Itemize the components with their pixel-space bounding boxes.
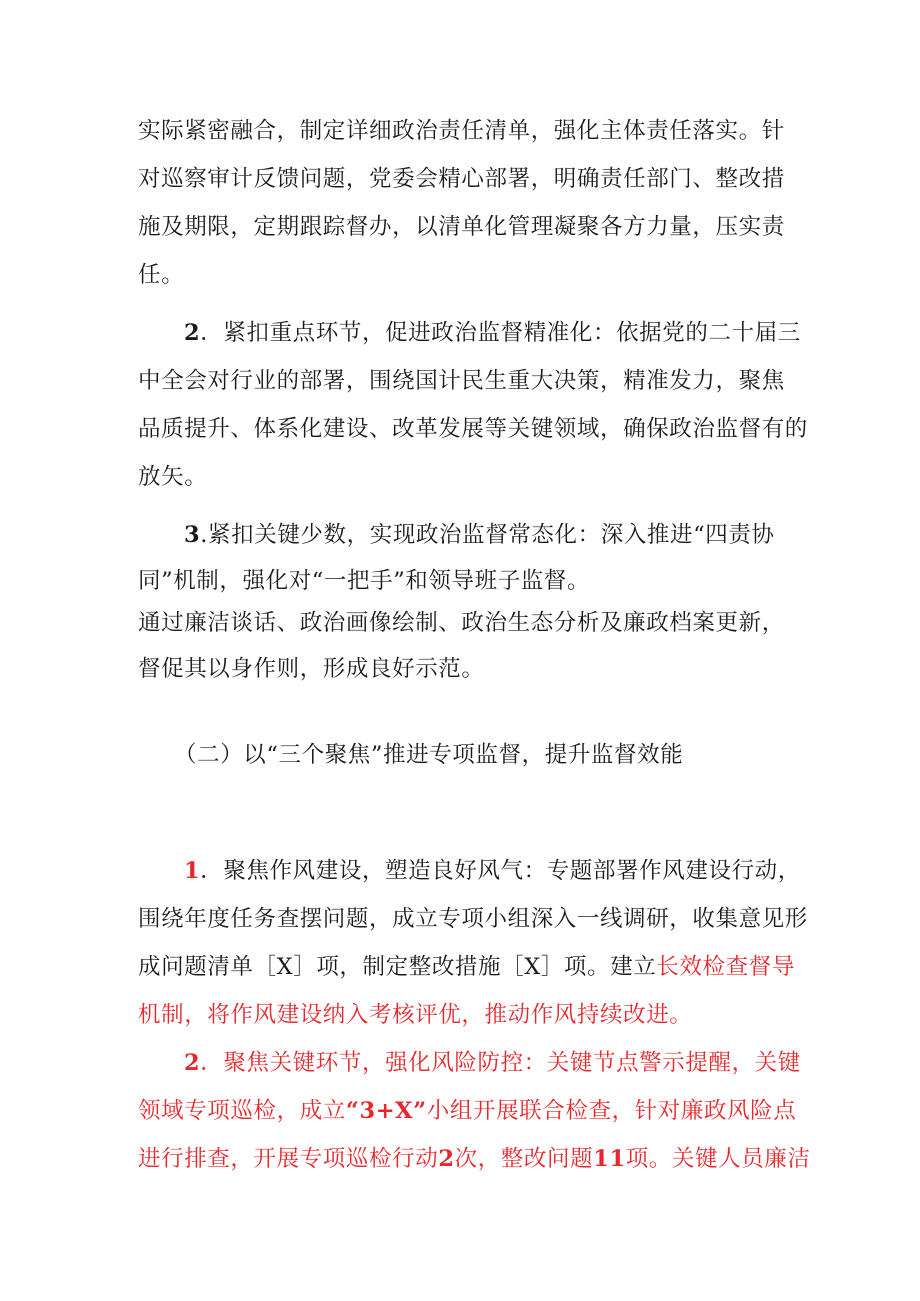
para5-line3-count-actions: 2	[438, 1146, 455, 1172]
para4-line1-text: ．聚焦作风建设，塑造良好风气：专题部署作风建设行动，	[200, 858, 801, 884]
para5-line1-text: ．聚焦关键环节，强化风险防控：关键节点警示提醒，关键	[200, 1050, 801, 1076]
para1-line4: 任。	[138, 262, 185, 288]
para4-line3-highlight: 长效检查督导	[656, 954, 795, 980]
para2-line2: 中全会对行业的部署，围绕国计民生重大决策，精准发力，聚焦	[138, 368, 785, 394]
para5-line3-a: 进行排查，开展专项巡检行动	[138, 1146, 439, 1172]
para2-line4: 放矢。	[138, 464, 208, 490]
section-heading: （二）以“三个聚焦”推进专项监督，提升监督效能	[174, 742, 684, 768]
para5-line3-count-issues: 11	[593, 1146, 626, 1172]
para5-line3	[138, 1144, 811, 1174]
para5-line2-c: 小组开展联合检查，针对廉政风险点	[426, 1098, 797, 1124]
para2-line1-text: ．紧扣重点环节，促进政治监督精准化：依据党的二十届三	[200, 320, 801, 346]
para5-line2-a: 领域专项巡检，成立	[138, 1098, 346, 1124]
para5-line3-e: 项。关键人员廉洁	[625, 1146, 811, 1172]
para2-line1	[184, 318, 801, 348]
para1-line3: 施及期限，定期跟踪督办，以清单化管理凝聚各方力量，压实责	[138, 214, 785, 240]
para4-number: 1	[184, 858, 201, 884]
para2-line3: 品质提升、体系化建设、改革发展等关键领域，确保政治监督有的	[138, 416, 808, 442]
para3-line4: 督促其以身作则，形成良好示范。	[138, 656, 485, 682]
para3-line1-text: .紧扣关键少数，实现政治监督常态化：深入推进“四责协	[200, 522, 775, 548]
para3-line1	[184, 520, 775, 550]
para3-line2: 同”机制，强化对“一把手”和领导班子监督。	[138, 568, 591, 594]
para3-line3: 通过廉洁谈话、政治画像绘制、政治生态分析及廉政档案更新，	[138, 610, 785, 636]
para4-line4: 机制，将作风建设纳入考核评优，推动作风持续改进。	[138, 1002, 693, 1028]
para5-line2-group-name: “3+X”	[345, 1098, 427, 1124]
para5-line2	[138, 1096, 796, 1126]
para3-number: 3	[184, 522, 201, 548]
para4-line1	[184, 856, 801, 886]
para5-line1	[184, 1048, 801, 1078]
para5-line3-c: 次，整改问题	[454, 1146, 594, 1172]
para2-number: 2	[184, 320, 201, 346]
para1-line2: 对巡察审计反馈问题，党委会精心部署，明确责任部门、整改措	[138, 166, 785, 192]
para1-line1: 实际紧密融合，制定详细政治责任清单，强化主体责任落实。针	[138, 118, 785, 144]
para4-line3-text: 成问题清单［X］项，制定整改措施［X］项。建立	[138, 954, 657, 980]
para4-line2: 围绕年度任务查摆问题，成立专项小组深入一线调研，收集意见形	[138, 906, 808, 932]
para5-number: 2	[184, 1050, 201, 1076]
para4-line3	[138, 952, 795, 982]
